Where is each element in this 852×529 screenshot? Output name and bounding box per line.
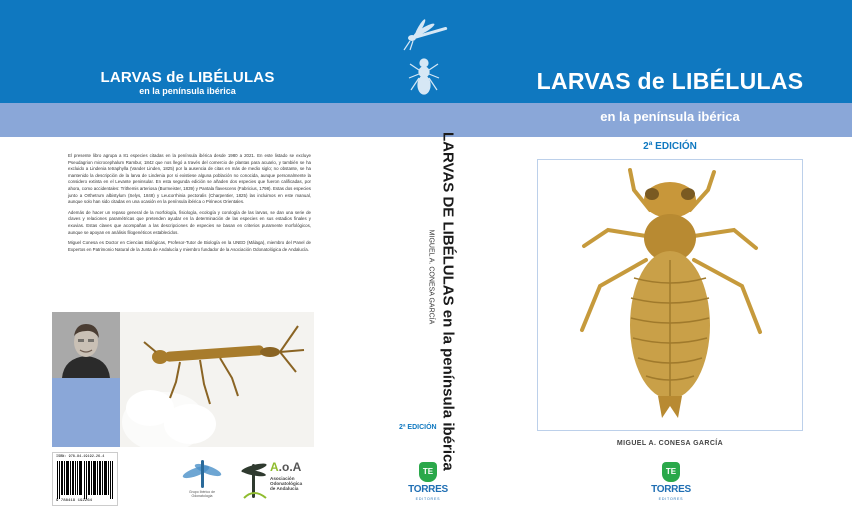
front-cover-edition: 2ª EDICIÓN bbox=[643, 141, 697, 152]
adult-dragonfly-silhouette-icon bbox=[398, 18, 454, 52]
gib-logo-caption: Grupo Ibérico de Odonatología bbox=[188, 490, 216, 499]
aoa-dragonfly-icon bbox=[238, 458, 270, 502]
front-larva-photo bbox=[537, 159, 803, 431]
author-portrait-icon bbox=[52, 312, 120, 378]
blurb-paragraph: Además de hacer un repaso general de la morfología, fisiología, ecología y corología de las larvas, se dan una serie de claves y relaciones paramétricas que pretenden ayudar en la determinación de las especies en sus estadios finales y exuvias. Estas claves que acompañan a las descripciones de especies se basan en criterios puramente morfológicos, aunque se apoyan en análisis filogenéticos establecidos. bbox=[68, 209, 311, 235]
back-cover-subtitle: en la península ibérica bbox=[139, 86, 236, 96]
larva-side-photo bbox=[120, 312, 314, 447]
spine-edition: 2ª EDICIÓN bbox=[399, 424, 437, 431]
isbn-barcode bbox=[52, 452, 118, 506]
blurb-paragraph: El presente libro agrupa a 81 especies citadas en la península ibérica desde 1980 a 2021. En este listado se excluye Pseudagrion microcephalum Rambur, 1842 que nos llegó a través del comercio de plantas para acuario, y también se ha excluido a Lindenia tetraphylla (Vander Linden, 1825) por la ausencia de citas en más de medio siglo; no obstante, se ha mantenido la descripción de la larva de Lindenia por si existiese alguna población no conocida, aunque personalmente la considero extinta en el Levante peninsular. En esta segunda edición se añaden dos especies que fueron calificadas, por ahora, como accidentales: Trithemis arteriosa (Burmeister, 1839) y Pantala flavescens (Fabricius, 1798). Estas dos especies junto a Orthetrum albistylum (Selys, 1848) y Leucorrhinia pectoralis (Charpentier, 1825) las incluimos en este manual, aunque solo han sido citadas en una ocasión en la península ibérica o Pirineos Orientales. bbox=[68, 153, 311, 205]
dragonfly-larva-icon bbox=[538, 160, 802, 430]
publisher-sub: EDITORES bbox=[415, 497, 441, 501]
publisher-sub: EDITORES bbox=[658, 497, 684, 501]
isbn-number: ISBN: 978-84-19192-26-4 bbox=[56, 455, 105, 459]
back-cover-blue-box bbox=[52, 378, 120, 447]
front-cover-title: LARVAS de LIBÉLULAS bbox=[536, 68, 804, 94]
front-cover-author: MIGUEL A. CONESA GARCÍA bbox=[616, 440, 724, 447]
larva-on-cotton-icon bbox=[120, 312, 314, 447]
aoa-association-logo bbox=[238, 456, 310, 504]
front-publisher-logo bbox=[647, 462, 695, 506]
author-photo bbox=[52, 312, 120, 378]
publisher-badge-icon: TE bbox=[662, 462, 680, 482]
isbn-digits: 9 788419 192264 bbox=[56, 499, 93, 503]
aoa-name: A.o.A bbox=[270, 460, 302, 474]
book-spine bbox=[386, 132, 466, 471]
spine-author: MIGUEL A. CONESA GARCÍA bbox=[427, 229, 435, 325]
spine-publisher-logo bbox=[405, 462, 451, 506]
front-cover-subtitle: en la península ibérica bbox=[600, 109, 740, 124]
gib-odonatologia-logo bbox=[176, 456, 228, 506]
larva-silhouette-icon bbox=[406, 56, 442, 98]
aoa-caption: Asociación Odonatológica de Andalucía bbox=[270, 476, 303, 492]
spine-title: LARVAS DE LIBÉLULAS en la península ibérica bbox=[439, 132, 457, 471]
blurb-paragraph: Miguel Conesa es Doctor en Ciencias Biológicas, Profesor-Tutor de Biología en la UNED (Málaga), miembro del Panel de Expertos en Patrimonio Natural de la Junta de Andalucía y miembro fundador de la Asociación Odonatológica de Andalucía. bbox=[68, 240, 311, 252]
publisher-name: TORRES bbox=[651, 484, 691, 495]
barcode-bars-icon bbox=[57, 461, 115, 499]
publisher-name: TORRES bbox=[408, 484, 448, 495]
dragonfly-logo-icon bbox=[176, 456, 228, 490]
publisher-badge-icon: TE bbox=[419, 462, 437, 482]
back-cover-title: LARVAS de LIBÉLULAS bbox=[100, 69, 275, 86]
back-cover-blurb bbox=[68, 153, 311, 257]
